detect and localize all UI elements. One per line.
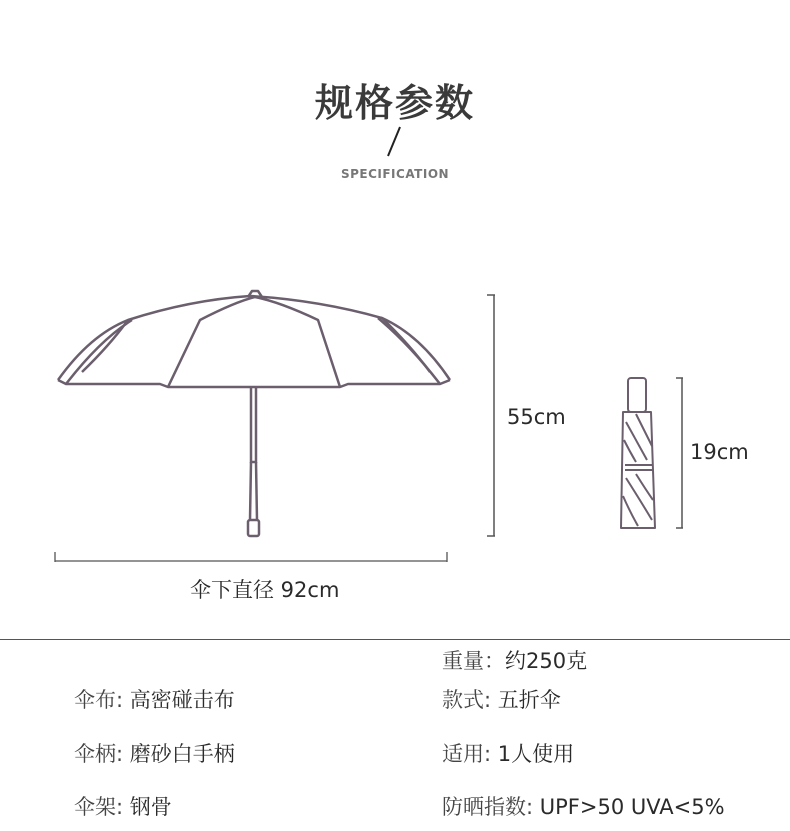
spec-weight-label: 重量： bbox=[442, 649, 505, 673]
spec-capacity bbox=[442, 738, 574, 768]
spec-style-label: 款式: bbox=[442, 688, 492, 712]
spec-style-value: 五折伞 bbox=[497, 688, 561, 712]
spec-fabric-label: 伞布: bbox=[74, 688, 124, 712]
spec-weight-value: 约250克 bbox=[505, 649, 588, 673]
spec-capacity-label: 适用: bbox=[442, 742, 492, 766]
spec-frame-value: 钢骨 bbox=[129, 795, 172, 819]
spec-weight bbox=[442, 645, 587, 675]
folded-umbrella-icon bbox=[621, 378, 655, 528]
spec-capacity-value: 1人使用 bbox=[497, 742, 575, 766]
diameter-dimension-line bbox=[55, 552, 447, 562]
spec-fabric-value: 高密碰击布 bbox=[129, 688, 235, 712]
open-umbrella-icon bbox=[58, 291, 450, 387]
open-height-dimension-line bbox=[487, 295, 495, 536]
diameter-label: 伞下直径 92cm bbox=[190, 578, 340, 602]
section-divider bbox=[0, 639, 790, 640]
folded-height-dimension-line bbox=[676, 378, 683, 528]
page-subtitle: SPECIFICATION bbox=[340, 167, 450, 181]
spec-handle-value: 磨砂白手柄 bbox=[129, 742, 235, 766]
spec-handle-label: 伞柄: bbox=[74, 742, 124, 766]
spec-frame bbox=[74, 791, 172, 821]
spec-handle bbox=[74, 738, 235, 768]
spec-uv-label: 防晒指数: bbox=[442, 795, 534, 819]
open-height-label: 55cm bbox=[507, 405, 566, 429]
spec-fabric bbox=[74, 684, 235, 714]
spec-uv bbox=[442, 791, 725, 821]
spec-uv-value: UPF>50 UVA<5% bbox=[539, 795, 725, 819]
spec-style bbox=[442, 684, 561, 714]
umbrella-shaft-icon bbox=[248, 387, 259, 536]
spec-frame-label: 伞架: bbox=[74, 795, 124, 819]
folded-height-label: 19cm bbox=[690, 440, 749, 464]
page-title: 规格参数 bbox=[314, 81, 475, 125]
